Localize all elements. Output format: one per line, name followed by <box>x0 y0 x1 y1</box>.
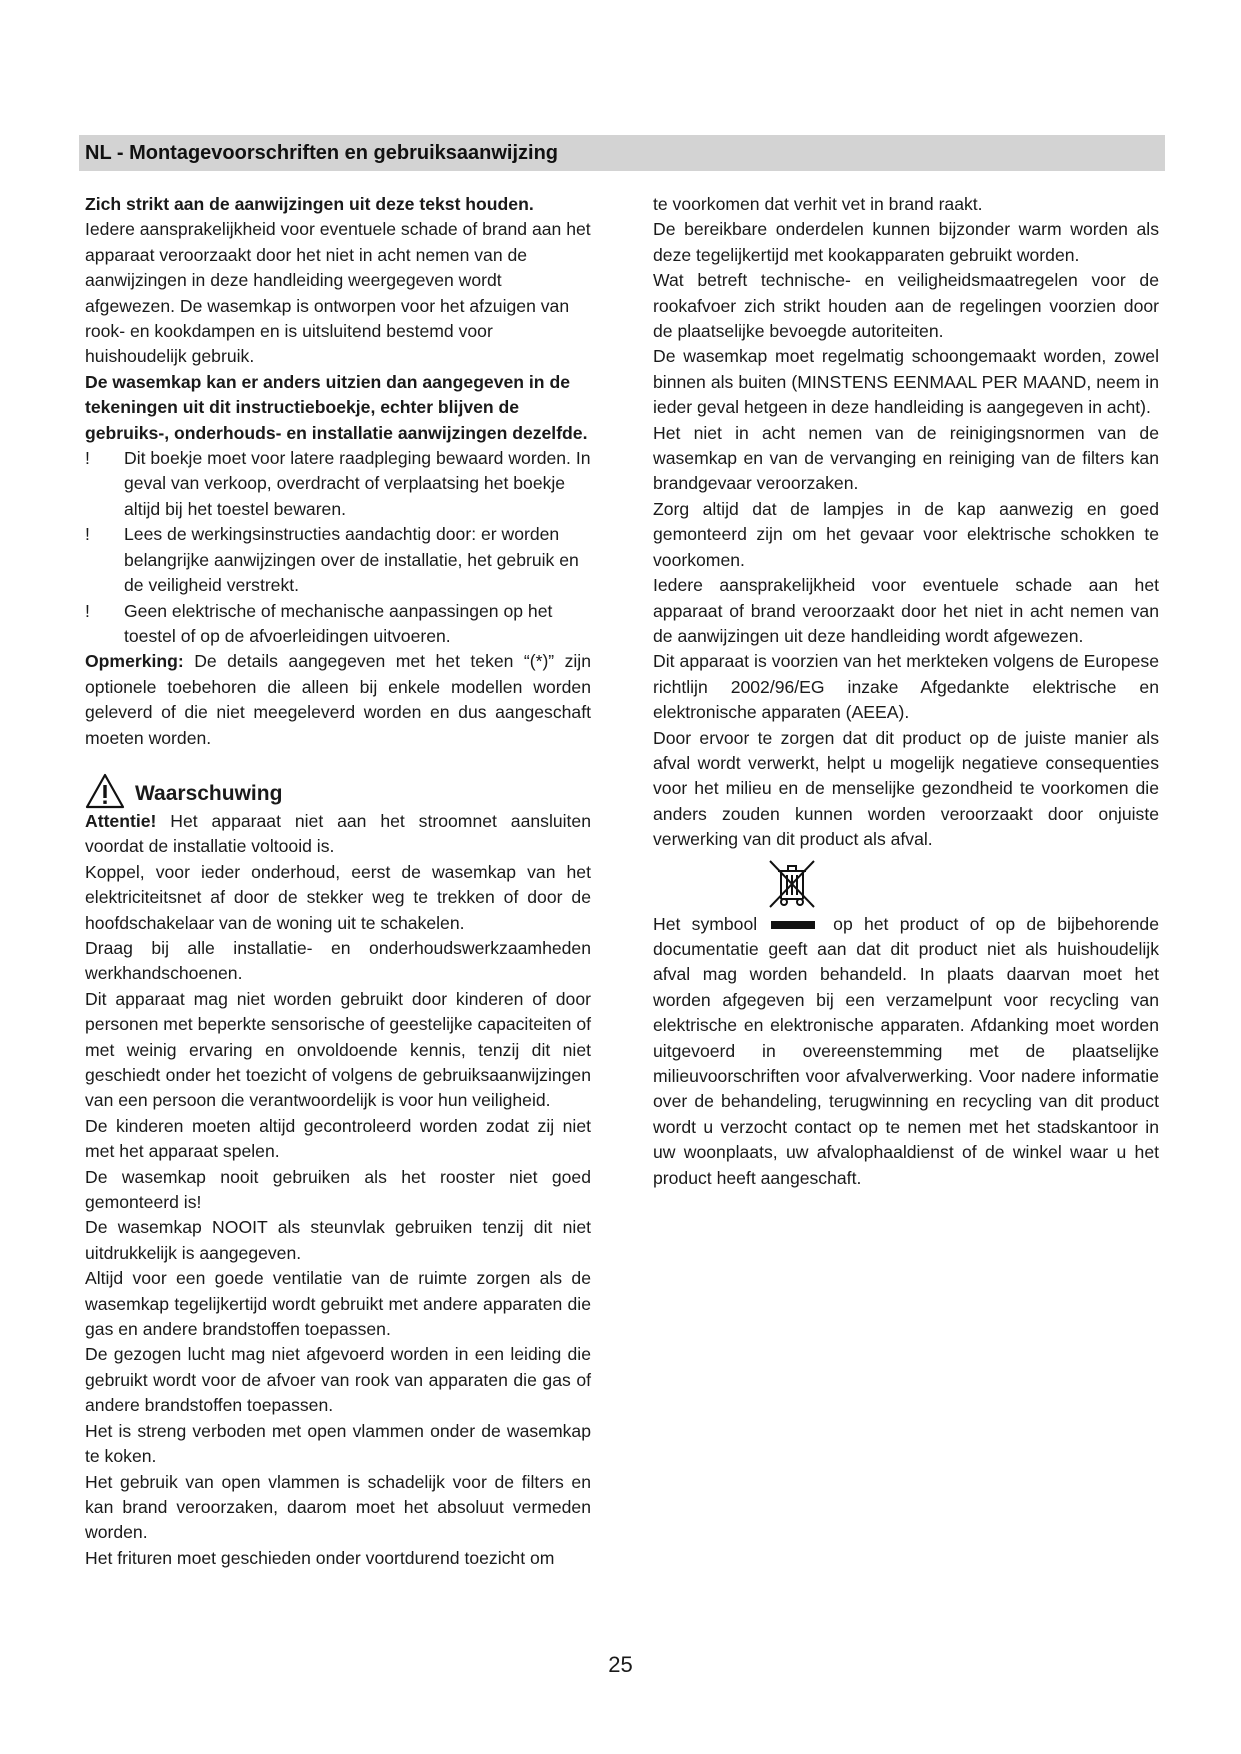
body-paragraph: Het niet in acht nemen van de reinigingsnormen van de wasemkap en van de vervanging en reiniging van de filters kan brandgevaar veroorzaken. <box>653 422 1159 494</box>
section-header: NL - Montagevoorschriften en gebruiksaanwijzing <box>79 135 1165 171</box>
body-paragraph: Iedere aansprakelijkheid voor eventuele schade aan het apparaat of brand veroorzaakt door het niet in acht nemen van de aanwijzingen uit deze handleiding wordt afgewezen. <box>653 575 1159 646</box>
bullet-text: Geen elektrische of mechanische aanpassingen op het toestel of op de afvoerleidingen uitvoeren. <box>124 600 553 646</box>
black-bar-icon <box>771 921 815 929</box>
warning-paragraph: Het frituren moet geschieden onder voortdurend toezicht om <box>85 1547 555 1568</box>
bullet-item <box>85 522 591 598</box>
warning-paragraph: Het gebruik van open vlammen is schadelijk voor de filters en kan brand veroorzaken, daarom moet het absoluut vermeden worden. <box>85 1471 591 1543</box>
page-number: 25 <box>608 1652 633 1677</box>
body-paragraph: Dit apparaat is voorzien van het merkteken volgens de Europese richtlijn 2002/96/EG inzake Afgedankte elektrische en elektronische apparaten (AEEA). <box>653 651 1159 723</box>
intro-heading: Zich strikt aan de aanwijzingen uit deze tekst houden. <box>85 194 534 214</box>
liability-paragraph: Iedere aansprakelijkheid voor eventuele schade of brand aan het apparaat veroorzaakt door het niet in acht nemen van de aanwijzingen in deze handleiding weergegeven wordt afgewezen. De wasemkap is ontworpen voor het afzuigen van rook- en kookdampen en is uitsluitend bestemd voor huishoudelijk gebruik. <box>85 219 591 367</box>
exclamation-icon: ! <box>85 448 90 469</box>
weee-symbol <box>653 857 1159 912</box>
bullet-text: Lees de werkingsinstructies aandachtig door: er worden belangrijke aanwijzingen over de installatie, het gebruik en de veiligheid verstrekt. <box>124 524 579 596</box>
bullet-text: Dit boekje moet voor latere raadpleging bewaard worden. In geval van verkoop, overdracht of verplaatsing het boekje altijd bij het toestel bewaren. <box>124 448 591 519</box>
attention-label: Attentie! <box>85 810 157 831</box>
note-text: De details aangegeven met het teken “(*)” zijn optionele toebehoren die alleen bij enkele modellen worden geleverd of die niet meegeleverd worden en dus aangeschaft moeten worden. <box>85 651 592 748</box>
warning-paragraph: Koppel, voor ieder onderhoud, eerst de wasemkap van het elektriciteitsnet af door de stekker weg te trekken of door de hoofdschakelaar van de woning uit te schakelen. <box>85 861 591 933</box>
body-paragraph: Wat betreft technische- en veiligheidsmaatregelen voor de rookafvoer zich strikt houden aan de regelingen voorzien door de plaatselijke bevoegde autoriteiten. <box>653 270 1159 342</box>
crossed-bin-icon <box>766 857 818 911</box>
attention-text: Het apparaat niet aan het stroomnet aansluiten voordat de installatie voltooid is. <box>85 810 592 857</box>
warning-heading <box>85 765 591 809</box>
note-paragraph <box>85 649 591 751</box>
warning-paragraph: De wasemkap nooit gebruiken als het rooster niet goed gemonteerd is! <box>85 1166 591 1213</box>
left-column <box>85 192 591 1571</box>
symbol-prefix: Het symbool <box>653 913 758 934</box>
warning-paragraph: De wasemkap NOOIT als steunvlak gebruiken tenzij dit niet uitdrukkelijk is aangegeven. <box>85 1217 591 1263</box>
body-paragraph: te voorkomen dat verhit vet in brand raakt. <box>653 194 983 214</box>
right-column <box>653 192 1159 1191</box>
bullet-item <box>85 446 591 522</box>
warning-paragraph: Dit apparaat mag niet worden gebruikt door kinderen of door personen met beperkte sensorische of geestelijke capaciteiten of met weinig ervaring en onvoldoende kennis, tenzij dit niet geschiedt onder het toezicht of volgens de gebruiksaanwijzingen van een persoon die verantwoordelijk is voor hun veiligheid. <box>85 988 591 1111</box>
warning-paragraph: Altijd voor een goede ventilatie van de ruimte zorgen als de wasemkap tegelijkertijd wordt gebruikt met andere apparaten die gas en andere brandstoffen toepassen. <box>85 1268 591 1340</box>
note-label: Opmerking: <box>85 651 184 672</box>
body-paragraph: De wasemkap moet regelmatig schoongemaakt worden, zowel binnen als buiten (MINSTENS EENMAAL PER MAAND, neem in ieder geval hetgeen in deze handleiding is aangegeven in acht). <box>653 346 1159 418</box>
symbol-text: op het product of op de bijbehorende documentatie geeft aan dat dit product niet als huishoudelijk afval mag worden behandeld. In plaats daarvan moet het worden afgegeven bij een verzamelpunt voor recycling van elektrische en elektronische apparaten. Afdanking moet worden uitgevoerd in overeenstemming met de plaatselijke milieuvoorschriften voor afvalverwerking. Voor nadere informatie over de behandeling, terugwinning en recycling van dit product wordt u verzocht contact op te nemen met het stadskantoor in uw woonplaats, uw afvalophaaldienst of de winkel waar u het product heeft aangeschaft. <box>653 913 1159 1188</box>
body-paragraph: Door ervoor te zorgen dat dit product op de juiste manier als afval wordt verwerkt, helpt u mogelijk negatieve consequenties voor het milieu en de menselijke gezondheid te voorkomen die anders zouden kunnen worden veroorzaakt door onjuiste verwerking van dit product als afval. <box>653 727 1159 850</box>
bullet-item <box>85 599 591 650</box>
warning-paragraph: Draag bij alle installatie- en onderhoudswerkzaamheden werkhandschoenen. <box>85 937 591 984</box>
symbol-paragraph <box>653 912 1159 1191</box>
appearance-heading: De wasemkap kan er anders uitzien dan aangegeven in de tekeningen uit dit instructieboekje, echter blijven de gebruiks-, onderhouds- en installatie aanwijzingen dezelfde. <box>85 371 588 443</box>
attention-paragraph <box>85 809 591 860</box>
warning-paragraph: Het is streng verboden met open vlammen onder de wasemkap te koken. <box>85 1420 591 1467</box>
exclamation-icon: ! <box>85 524 90 545</box>
warning-paragraph: De gezogen lucht mag niet afgevoerd worden in een leiding die gebruikt wordt voor de afvoer van rook van apparaten die gas of andere brandstoffen toepassen. <box>85 1344 591 1416</box>
body-paragraph: De bereikbare onderdelen kunnen bijzonder warm worden als deze tegelijkertijd met kookapparaten gebruikt worden. <box>653 219 1159 265</box>
warning-title: Waarschuwing <box>135 781 283 805</box>
warning-paragraph: De kinderen moeten altijd gecontroleerd worden zodat zij niet met het apparaat spelen. <box>85 1115 591 1162</box>
body-paragraph: Zorg altijd dat de lampjes in de kap aanwezig en goed gemonteerd zijn om het gevaar voor elektrische schokken te voorkomen. <box>653 498 1159 570</box>
warning-triangle-icon <box>85 773 125 809</box>
exclamation-icon: ! <box>85 600 90 621</box>
